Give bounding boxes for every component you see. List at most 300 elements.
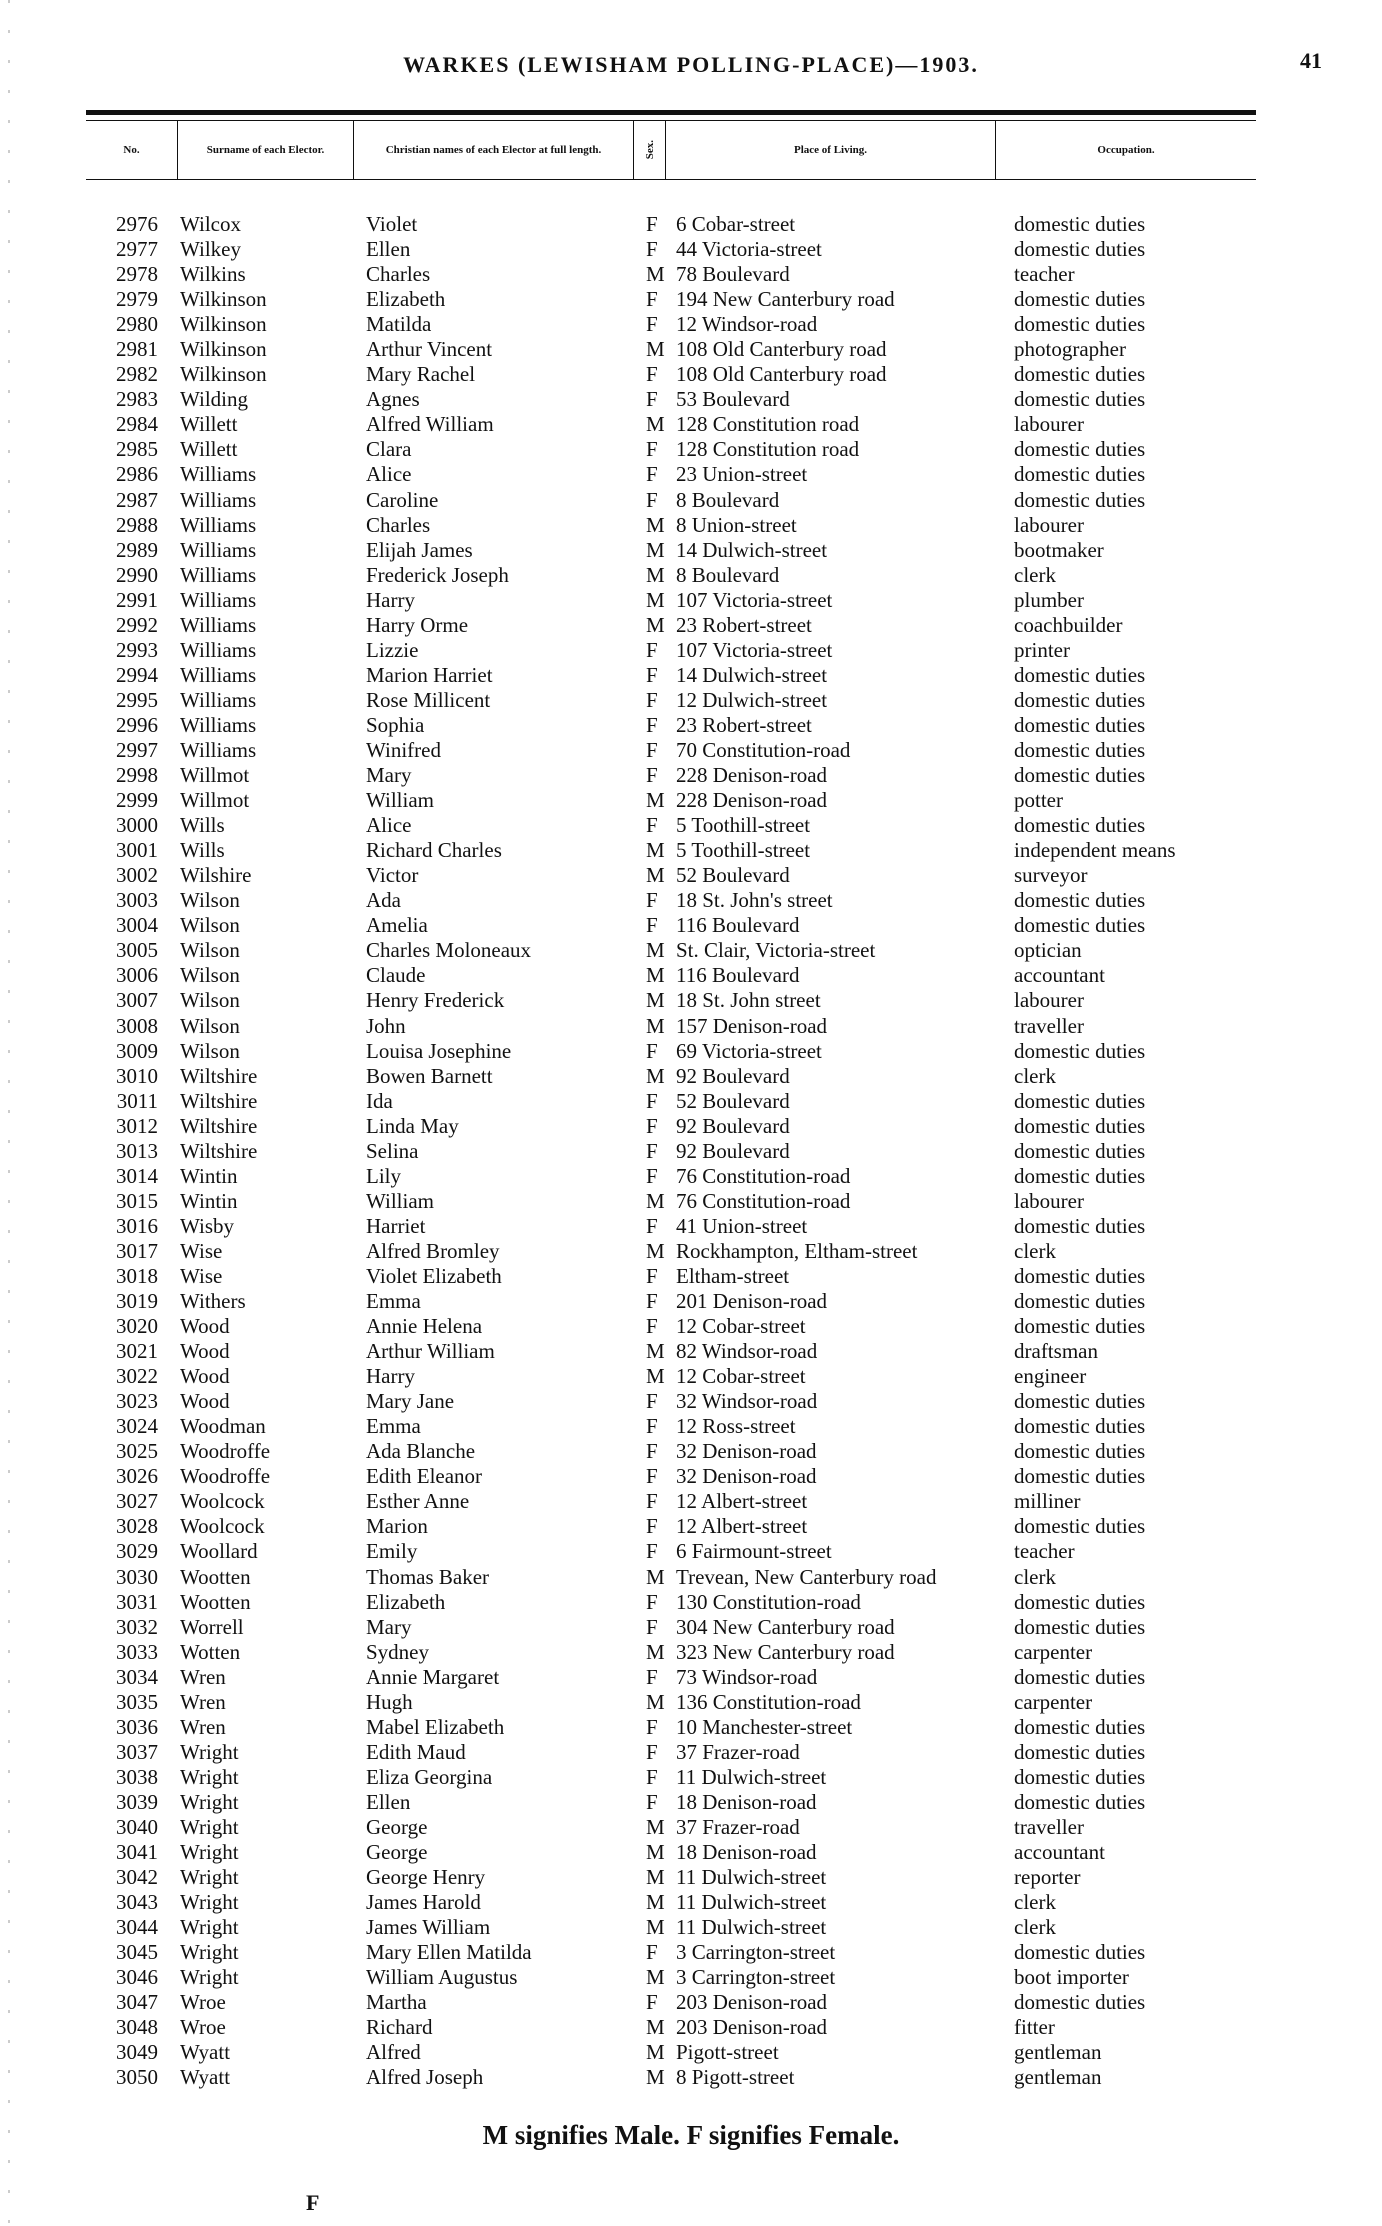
elector-christian-names: Ellen: [366, 237, 411, 262]
elector-occupation: domestic duties: [1014, 1038, 1146, 1063]
elector-sex: M: [646, 537, 665, 562]
elector-number: 3007: [116, 988, 158, 1013]
column-header-sex-label: Sex.: [643, 140, 656, 160]
elector-occupation: domestic duties: [1014, 312, 1146, 337]
elector-surname: Wren: [180, 1689, 226, 1714]
elector-place-of-living: 136 Constitution-road: [676, 1689, 861, 1714]
electors-list: [0, 212, 1382, 2091]
elector-christian-names: Hugh: [366, 1689, 413, 1714]
elector-sex: M: [646, 1840, 665, 1865]
elector-sex: F: [646, 1138, 658, 1163]
elector-place-of-living: 76 Constitution-road: [676, 1188, 851, 1213]
elector-place-of-living: 12 Ross-street: [676, 1414, 796, 1439]
elector-surname: Wren: [180, 1714, 226, 1739]
elector-number: 3027: [116, 1489, 158, 1514]
elector-occupation: domestic duties: [1014, 1088, 1146, 1113]
elector-surname: Wotten: [180, 1639, 241, 1664]
elector-number: 3018: [116, 1263, 158, 1288]
elector-sex: F: [646, 437, 658, 462]
elector-number: 3015: [116, 1188, 158, 1213]
elector-occupation: domestic duties: [1014, 888, 1146, 913]
elector-number: 3020: [116, 1314, 158, 1339]
elector-occupation: optician: [1014, 938, 1082, 963]
elector-place-of-living: 12 Cobar-street: [676, 1364, 806, 1389]
elector-sex: F: [646, 1464, 658, 1489]
elector-sex: M: [646, 988, 665, 1013]
elector-surname: Williams: [180, 462, 257, 487]
page-number: 41: [1300, 48, 1322, 73]
table-row: [0, 713, 1382, 738]
elector-place-of-living: 12 Albert-street: [676, 1514, 808, 1539]
table-row: [0, 1439, 1382, 1464]
table-row: [0, 1389, 1382, 1414]
elector-number: 3033: [116, 1639, 158, 1664]
elector-christian-names: George: [366, 1815, 428, 1839]
table-row: [0, 1665, 1382, 1690]
elector-place-of-living: 37 Frazer-road: [676, 1739, 800, 1764]
elector-surname: Woolcock: [180, 1489, 265, 1514]
elector-surname: Wootten: [180, 1564, 251, 1589]
elector-number: 3046: [116, 1965, 158, 1990]
elector-number: 3006: [116, 963, 158, 988]
elector-sex: F: [646, 1739, 658, 1764]
table-row: [0, 1715, 1382, 1740]
elector-christian-names: William Augustus: [366, 1965, 518, 1990]
elector-number: 3049: [116, 2040, 158, 2065]
elector-place-of-living: 32 Denison-road: [676, 1439, 817, 1464]
elector-number: 3040: [116, 1815, 158, 1839]
elector-number: 3016: [116, 1213, 158, 1238]
elector-place-of-living: Rockhampton, Eltham-street: [676, 1238, 918, 1263]
elector-occupation: engineer: [1014, 1364, 1087, 1389]
elector-surname: Wilson: [180, 963, 240, 988]
elector-surname: Wilson: [180, 913, 240, 938]
elector-surname: Wisby: [180, 1213, 234, 1238]
elector-surname: Wiltshire: [180, 1113, 258, 1138]
elector-occupation: domestic duties: [1014, 662, 1146, 687]
elector-sex: F: [646, 1789, 658, 1814]
elector-place-of-living: Eltham-street: [676, 1263, 790, 1288]
elector-christian-names: Rose Millicent: [366, 687, 491, 712]
elector-place-of-living: 69 Victoria-street: [676, 1038, 822, 1063]
elector-christian-names: John: [366, 1013, 406, 1038]
elector-sex: M: [646, 2040, 665, 2065]
table-row: [0, 938, 1382, 963]
elector-christian-names: Annie Margaret: [366, 1664, 500, 1689]
elector-occupation: domestic duties: [1014, 212, 1146, 236]
elector-christian-names: Sophia: [366, 712, 425, 737]
elector-surname: Wright: [180, 1739, 239, 1764]
table-row: [0, 1039, 1382, 1064]
elector-sex: F: [646, 1514, 658, 1539]
elector-number: 2988: [116, 512, 158, 537]
elector-occupation: fitter: [1014, 2015, 1055, 2040]
table-row: [0, 563, 1382, 588]
elector-occupation: carpenter: [1014, 1689, 1093, 1714]
elector-christian-names: Alfred: [366, 2040, 421, 2065]
elector-number: 3045: [116, 1940, 158, 1965]
table-row: [0, 788, 1382, 813]
elector-occupation: clerk: [1014, 1063, 1056, 1088]
elector-occupation: domestic duties: [1014, 437, 1146, 462]
elector-sex: M: [646, 262, 665, 287]
table-row: [0, 1815, 1382, 1840]
elector-sex: M: [646, 1188, 665, 1213]
elector-place-of-living: 323 New Canterbury road: [676, 1639, 895, 1664]
elector-occupation: domestic duties: [1014, 1389, 1146, 1414]
elector-number: 3010: [116, 1063, 158, 1088]
table-row: [0, 1615, 1382, 1640]
elector-sex: F: [646, 462, 658, 487]
elector-christian-names: Elijah James: [366, 537, 473, 562]
elector-place-of-living: 73 Windsor-road: [676, 1664, 818, 1689]
elector-surname: Wootten: [180, 1589, 251, 1614]
elector-sex: M: [646, 963, 665, 988]
elector-number: 3011: [116, 1088, 158, 1113]
elector-place-of-living: 228 Denison-road: [676, 763, 828, 788]
elector-number: 3044: [116, 1915, 158, 1940]
elector-sex: M: [646, 1013, 665, 1038]
elector-occupation: domestic duties: [1014, 813, 1146, 838]
elector-surname: Wise: [180, 1263, 223, 1288]
elector-occupation: labourer: [1014, 988, 1084, 1013]
table-row: [0, 1840, 1382, 1865]
table-row: [0, 888, 1382, 913]
column-header-christian-names: Christian names of each Elector at full length.: [354, 121, 634, 179]
elector-surname: Williams: [180, 587, 257, 612]
elector-occupation: bootmaker: [1014, 537, 1104, 562]
elector-number: 3024: [116, 1414, 158, 1439]
elector-place-of-living: 130 Constitution-road: [676, 1589, 861, 1614]
elector-place-of-living: 116 Boulevard: [676, 913, 800, 938]
table-row: [0, 1114, 1382, 1139]
elector-number: 2977: [116, 237, 158, 262]
elector-number: 3013: [116, 1138, 158, 1163]
elector-place-of-living: 8 Pigott-street: [676, 2065, 795, 2090]
elector-sex: M: [646, 2015, 665, 2040]
elector-place-of-living: 14 Dulwich-street: [676, 537, 828, 562]
table-row: [0, 1890, 1382, 1915]
elector-surname: Williams: [180, 687, 257, 712]
elector-surname: Wyatt: [180, 2040, 231, 2065]
table-row: [0, 1289, 1382, 1314]
elector-place-of-living: 37 Frazer-road: [676, 1815, 800, 1839]
elector-surname: Wood: [180, 1389, 230, 1414]
elector-number: 3005: [116, 938, 158, 963]
table-row: [0, 1990, 1382, 2015]
elector-number: 3039: [116, 1789, 158, 1814]
elector-surname: Wood: [180, 1364, 230, 1389]
elector-place-of-living: 12 Dulwich-street: [676, 687, 828, 712]
elector-christian-names: Edith Eleanor: [366, 1464, 483, 1489]
elector-place-of-living: 44 Victoria-street: [676, 237, 822, 262]
elector-sex: M: [646, 788, 665, 813]
elector-number: 3002: [116, 863, 158, 888]
elector-number: 3031: [116, 1589, 158, 1614]
elector-number: 2979: [116, 287, 158, 312]
elector-place-of-living: 11 Dulwich-street: [676, 1865, 827, 1890]
elector-christian-names: Henry Frederick: [366, 988, 505, 1013]
elector-sex: F: [646, 1289, 658, 1314]
elector-number: 3003: [116, 888, 158, 913]
elector-surname: Wright: [180, 1815, 239, 1839]
elector-surname: Wilson: [180, 938, 240, 963]
table-row: [0, 1339, 1382, 1364]
elector-surname: Wyatt: [180, 2065, 231, 2090]
elector-sex: F: [646, 1764, 658, 1789]
elector-christian-names: Emma: [366, 1414, 421, 1439]
elector-sex: F: [646, 1614, 658, 1639]
elector-surname: Withers: [180, 1289, 246, 1314]
elector-surname: Williams: [180, 637, 257, 662]
elector-number: 3022: [116, 1364, 158, 1389]
elector-place-of-living: 116 Boulevard: [676, 963, 800, 988]
table-row: [0, 1214, 1382, 1239]
column-header-surname: Surname of each Elector.: [178, 121, 354, 179]
elector-number: 2999: [116, 788, 158, 813]
elector-surname: Wright: [180, 1865, 239, 1890]
elector-christian-names: Amelia: [366, 913, 428, 938]
elector-number: 3037: [116, 1739, 158, 1764]
elector-christian-names: Ellen: [366, 1789, 411, 1814]
elector-christian-names: Marion Harriet: [366, 662, 493, 687]
elector-surname: Woodman: [180, 1414, 266, 1439]
elector-number: 2998: [116, 763, 158, 788]
table-row: [0, 513, 1382, 538]
elector-place-of-living: Trevean, New Canterbury road: [676, 1564, 937, 1589]
elector-number: 3021: [116, 1339, 158, 1364]
elector-occupation: accountant: [1014, 963, 1105, 988]
elector-place-of-living: 18 St. John's street: [676, 888, 833, 913]
table-row: [0, 538, 1382, 563]
elector-surname: Williams: [180, 712, 257, 737]
elector-number: 2976: [116, 212, 158, 236]
elector-sex: F: [646, 763, 658, 788]
elector-sex: F: [646, 212, 658, 236]
elector-christian-names: William: [366, 788, 434, 813]
elector-occupation: traveller: [1014, 1013, 1084, 1038]
elector-christian-names: Alfred Joseph: [366, 2065, 484, 2090]
elector-number: 2995: [116, 687, 158, 712]
table-row: [0, 488, 1382, 513]
elector-christian-names: Selina: [366, 1138, 419, 1163]
elector-surname: Wilcox: [180, 212, 241, 236]
elector-occupation: surveyor: [1014, 863, 1088, 888]
elector-place-of-living: 194 New Canterbury road: [676, 287, 895, 312]
elector-surname: Wood: [180, 1339, 230, 1364]
elector-occupation: domestic duties: [1014, 1940, 1146, 1965]
elector-surname: Wilkinson: [180, 362, 267, 387]
elector-christian-names: Victor: [366, 863, 419, 888]
elector-occupation: traveller: [1014, 1815, 1084, 1839]
elector-occupation: domestic duties: [1014, 1990, 1146, 2015]
elector-surname: Wright: [180, 1890, 239, 1915]
elector-christian-names: Richard: [366, 2015, 433, 2040]
elector-christian-names: William: [366, 1188, 434, 1213]
elector-place-of-living: 3 Carrington-street: [676, 1965, 836, 1990]
table-row: [0, 1139, 1382, 1164]
elector-occupation: domestic duties: [1014, 237, 1146, 262]
elector-sex: F: [646, 913, 658, 938]
elector-surname: Wilson: [180, 1038, 240, 1063]
elector-christian-names: Louisa Josephine: [366, 1038, 512, 1063]
elector-sex: F: [646, 1263, 658, 1288]
elector-surname: Wright: [180, 1840, 239, 1865]
elector-sex: F: [646, 1389, 658, 1414]
elector-christian-names: Mary: [366, 1614, 412, 1639]
elector-sex: F: [646, 1314, 658, 1339]
elector-place-of-living: 107 Victoria-street: [676, 637, 833, 662]
elector-surname: Wiltshire: [180, 1088, 258, 1113]
elector-sex: F: [646, 662, 658, 687]
elector-number: 3036: [116, 1714, 158, 1739]
elector-christian-names: Mary Rachel: [366, 362, 476, 387]
elector-occupation: boot importer: [1014, 1965, 1129, 1990]
elector-number: 2983: [116, 387, 158, 412]
elector-place-of-living: 18 Denison-road: [676, 1789, 817, 1814]
elector-sex: M: [646, 1639, 665, 1664]
elector-christian-names: Lily: [366, 1163, 401, 1188]
table-row: [0, 1089, 1382, 1114]
elector-place-of-living: 203 Denison-road: [676, 2015, 828, 2040]
elector-place-of-living: 12 Albert-street: [676, 1489, 808, 1514]
elector-christian-names: Harriet: [366, 1213, 426, 1238]
elector-number: 3048: [116, 2015, 158, 2040]
elector-christian-names: George: [366, 1840, 428, 1865]
elector-occupation: labourer: [1014, 1188, 1084, 1213]
column-header-row: [86, 121, 1256, 180]
elector-christian-names: Ada Blanche: [366, 1439, 476, 1464]
elector-occupation: clerk: [1014, 562, 1056, 587]
table-row: [0, 337, 1382, 362]
elector-sex: M: [646, 587, 665, 612]
table-row: [0, 462, 1382, 487]
elector-number: 3038: [116, 1764, 158, 1789]
elector-christian-names: Charles Moloneaux: [366, 938, 532, 963]
elector-place-of-living: 53 Boulevard: [676, 387, 790, 412]
elector-sex: F: [646, 888, 658, 913]
elector-occupation: domestic duties: [1014, 1714, 1146, 1739]
elector-sex: F: [646, 1489, 658, 1514]
elector-occupation: milliner: [1014, 1489, 1081, 1514]
elector-sex: M: [646, 612, 665, 637]
elector-place-of-living: 23 Robert-street: [676, 712, 812, 737]
elector-christian-names: Matilda: [366, 312, 432, 337]
elector-christian-names: Emily: [366, 1539, 418, 1564]
table-row: [0, 688, 1382, 713]
elector-number: 3042: [116, 1865, 158, 1890]
elector-surname: Wills: [180, 813, 225, 838]
elector-occupation: domestic duties: [1014, 712, 1146, 737]
table-row: [0, 412, 1382, 437]
elector-sex: F: [646, 487, 658, 512]
elector-place-of-living: 107 Victoria-street: [676, 587, 833, 612]
table-row: [0, 963, 1382, 988]
elector-place-of-living: St. Clair, Victoria-street: [676, 938, 876, 963]
elector-number: 2978: [116, 262, 158, 287]
elector-number: 3050: [116, 2065, 158, 2090]
table-row: [0, 1590, 1382, 1615]
elector-surname: Woollard: [180, 1539, 258, 1564]
elector-occupation: clerk: [1014, 1238, 1056, 1263]
elector-surname: Wilkinson: [180, 337, 267, 362]
table-row: [0, 262, 1382, 287]
table-row: [0, 437, 1382, 462]
elector-christian-names: Lizzie: [366, 637, 419, 662]
elector-surname: Woodroffe: [180, 1464, 271, 1489]
table-row: [0, 1314, 1382, 1339]
elector-occupation: domestic duties: [1014, 387, 1146, 412]
elector-sex: F: [646, 737, 658, 762]
table-row: [0, 1765, 1382, 1790]
elector-christian-names: Edith Maud: [366, 1739, 466, 1764]
elector-number: 2991: [116, 587, 158, 612]
elector-christian-names: James Harold: [366, 1890, 481, 1915]
elector-christian-names: Violet: [366, 212, 418, 236]
elector-surname: Williams: [180, 737, 257, 762]
elector-number: 3009: [116, 1038, 158, 1063]
elector-place-of-living: 32 Denison-road: [676, 1464, 817, 1489]
elector-christian-names: Richard Charles: [366, 838, 502, 863]
table-row: [0, 287, 1382, 312]
elector-christian-names: Emma: [366, 1289, 421, 1314]
elector-sex: M: [646, 1689, 665, 1714]
elector-christian-names: Martha: [366, 1990, 427, 2015]
elector-sex: F: [646, 362, 658, 387]
table-row: [0, 1414, 1382, 1439]
elector-number: 3026: [116, 1464, 158, 1489]
table-row: [0, 1514, 1382, 1539]
elector-place-of-living: 92 Boulevard: [676, 1138, 790, 1163]
elector-number: 2986: [116, 462, 158, 487]
elector-surname: Woodroffe: [180, 1439, 271, 1464]
elector-christian-names: Arthur Vincent: [366, 337, 493, 362]
elector-number: 3019: [116, 1289, 158, 1314]
elector-surname: Wintin: [180, 1163, 238, 1188]
elector-place-of-living: 8 Boulevard: [676, 562, 780, 587]
elector-place-of-living: 41 Union-street: [676, 1213, 808, 1238]
elector-christian-names: Marion: [366, 1514, 428, 1539]
elector-sex: F: [646, 237, 658, 262]
elector-number: 3028: [116, 1514, 158, 1539]
elector-place-of-living: 11 Dulwich-street: [676, 1764, 827, 1789]
elector-place-of-living: 76 Constitution-road: [676, 1163, 851, 1188]
elector-sex: F: [646, 712, 658, 737]
elector-occupation: domestic duties: [1014, 1514, 1146, 1539]
table-row: [0, 638, 1382, 663]
table-row: [0, 1489, 1382, 1514]
elector-occupation: domestic duties: [1014, 1589, 1146, 1614]
elector-christian-names: Agnes: [366, 387, 420, 412]
elector-number: 2996: [116, 712, 158, 737]
elector-occupation: domestic duties: [1014, 1113, 1146, 1138]
elector-place-of-living: Pigott-street: [676, 2040, 779, 2065]
column-header-place-of-living: Place of Living.: [666, 121, 996, 179]
elector-number: 2992: [116, 612, 158, 637]
elector-place-of-living: 14 Dulwich-street: [676, 662, 828, 687]
elector-surname: Wroe: [180, 1990, 226, 2015]
elector-surname: Wilson: [180, 1013, 240, 1038]
elector-number: 2990: [116, 562, 158, 587]
elector-sex: F: [646, 813, 658, 838]
elector-christian-names: Linda May: [366, 1113, 459, 1138]
elector-number: 3029: [116, 1539, 158, 1564]
elector-christian-names: Esther Anne: [366, 1489, 470, 1514]
elector-occupation: domestic duties: [1014, 487, 1146, 512]
elector-occupation: labourer: [1014, 412, 1084, 437]
elector-surname: Wilshire: [180, 863, 252, 888]
elector-surname: Williams: [180, 512, 257, 537]
